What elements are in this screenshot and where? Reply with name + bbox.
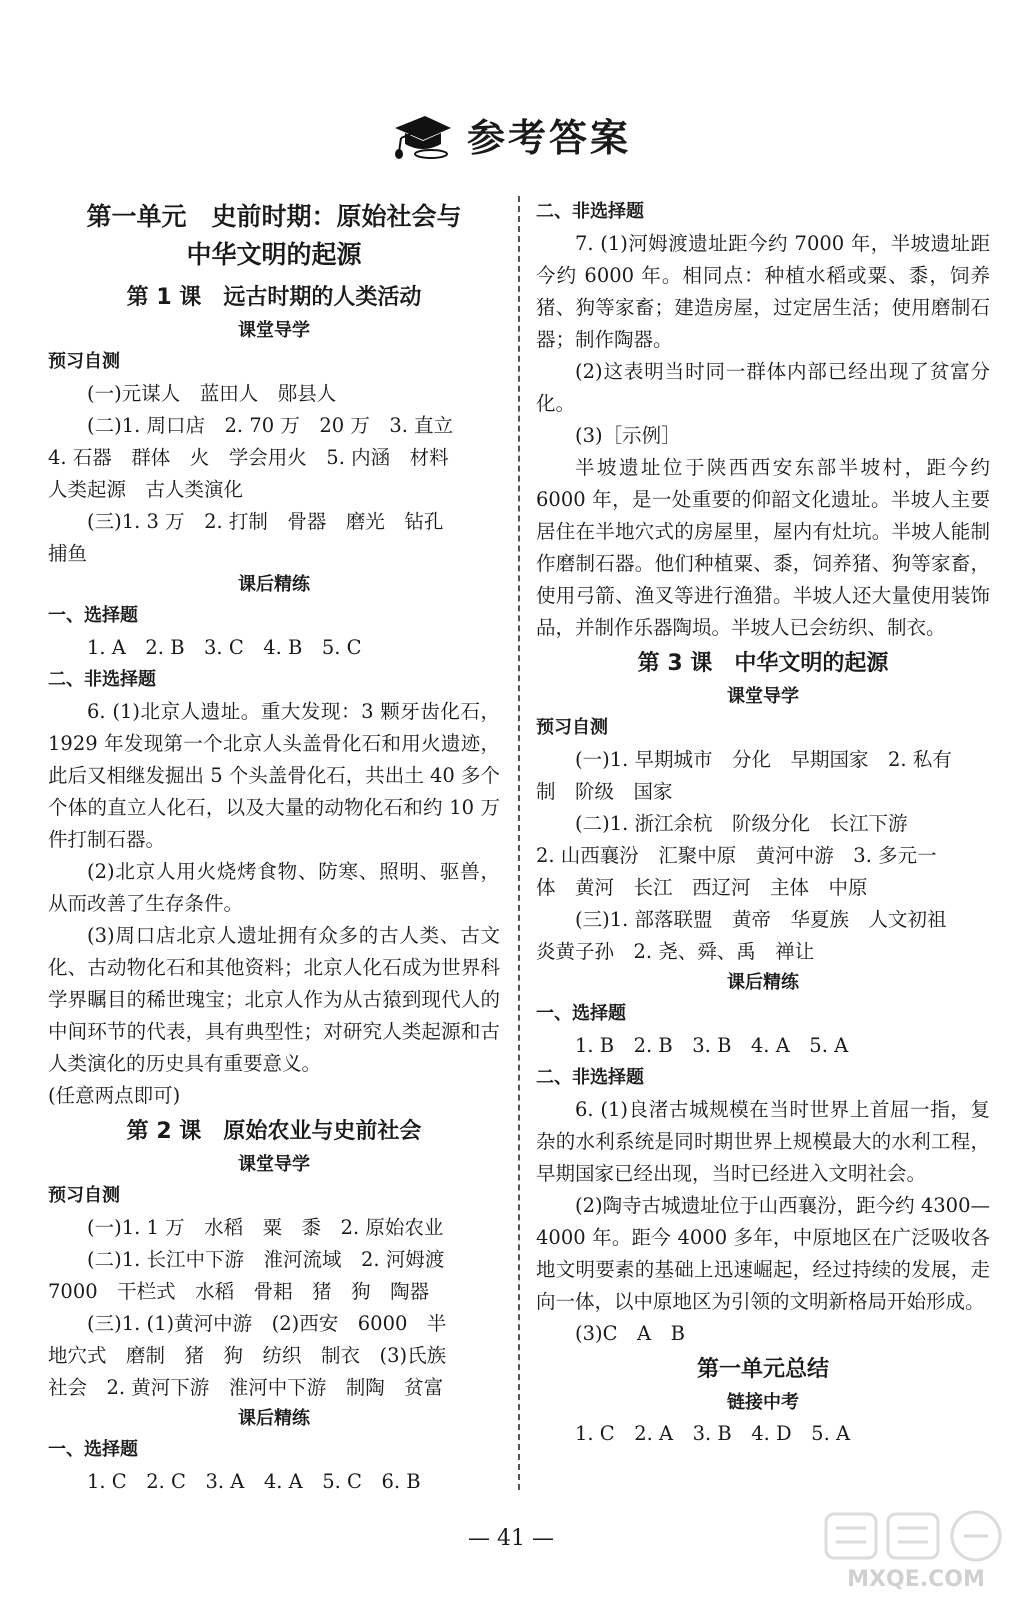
answer-line: (一)1. 1 万 水稻 粟 黍 2. 原始农业: [87, 1216, 444, 1239]
section-heading: 预习自测: [48, 351, 120, 372]
answer-line: (三)1. 3 万 2. 打制 骨器 磨光 钻孔: [87, 510, 444, 533]
answer-line: (二)1. 周口店 2. 70 万 20 万 3. 直立: [87, 414, 454, 437]
answer-note: (任意两点即可): [48, 1084, 181, 1107]
column-divider: [518, 196, 520, 1490]
answer-line: (一)元谋人 蓝田人 郧县人: [87, 382, 337, 405]
section-heading: 二、非选择题: [536, 201, 644, 222]
answer-line: (一)1. 早期城市 分化 早期国家 2. 私有: [575, 748, 952, 771]
section-heading: 二、非选择题: [536, 1067, 644, 1088]
section-heading: 一、选择题: [48, 1439, 138, 1460]
answer-line: 炎黄子孙 2. 尧、舜、禹 禅让: [536, 940, 815, 963]
section-heading: 二、非选择题: [48, 669, 156, 690]
watermark-logo: [818, 1508, 1014, 1596]
answer-line: 1. B 2. B 3. B 4. A 5. A: [575, 1034, 849, 1057]
section-subtitle: 课堂导学: [727, 686, 799, 707]
answer-paragraph: (2)这表明当时同一群体内部已经出现了贫富分化。: [536, 360, 990, 415]
lesson-title: 第 1 课 远古时期的人类活动: [126, 285, 422, 310]
page-header: [0, 104, 1022, 164]
answer-line: 1. C 2. A 3. B 4. D 5. A: [575, 1422, 851, 1445]
answer-line: (三)1. (1)黄河中游 (2)西安 6000 半: [87, 1312, 447, 1335]
answer-line: 社会 2. 黄河下游 淮河中下游 制陶 贫富: [48, 1376, 444, 1399]
answer-line: 2. 山西襄汾 汇聚中原 黄河中游 3. 多元一: [536, 844, 937, 867]
unit-title: 第一单元 史前时期：原始社会与 中华文明的起源: [86, 202, 462, 269]
answer-paragraph: 7. (1)河姆渡遗址距今约 7000 年，半坡遗址距今约 6000 年。相同点：种植水稻或粟、黍，饲养猪、狗等家畜；建造房屋，过定居生活；使用磨制石器；制作陶器。: [536, 232, 990, 351]
left-column: [48, 196, 500, 1496]
answer-line: 捕鱼: [48, 542, 88, 565]
answer-paragraph: (2)陶寺古城遗址位于山西襄汾，距今约 4300—4000 年。距今 4000 多年，中原地区在广泛吸收各地文明要素的基础上迅速崛起，经过持续的发展，走向一体，以中原地区为引领的文明新格局开始形成。: [536, 1194, 990, 1313]
answer-line: 人类起源 古人类演化: [48, 478, 244, 501]
page-title: 参考答案: [466, 115, 631, 160]
answer-paragraph: 半坡遗址位于陕西西安东部半坡村，距今约 6000 年，是一处重要的仰韶文化遗址。半坡人主要居住在半地穴式的房屋里，屋内有灶坑。半坡人能制作磨制石器。他们种植粟、黍，饲养猪、狗等家畜，使用弓箭、渔叉等进行渔猎。半坡人还大量使用装饰品，并制作乐器陶埙。半坡人已会纺织、制衣。: [536, 456, 990, 639]
answer-paragraph: (3)C A B: [575, 1322, 685, 1345]
section-heading: 一、选择题: [536, 1003, 626, 1024]
answer-line: 4. 石器 群体 火 学会用火 5. 内涵 材料: [48, 446, 449, 469]
answer-line: (三)1. 部落联盟 黄帝 华夏族 人文初祖: [575, 908, 947, 931]
answer-line: (二)1. 浙江余杭 阶级分化 长江下游: [575, 812, 908, 835]
section-heading: 预习自测: [48, 1185, 120, 1206]
answer-paragraph: 6. (1)良渚古城规模在当时世界上首屈一指，复杂的水利系统是同时期世界上规模最大的水利工程，早期国家已经出现，当时已经进入文明社会。: [536, 1098, 990, 1185]
right-column: [536, 196, 990, 1496]
answer-line: 1. C 2. C 3. A 4. A 5. C 6. B: [87, 1470, 421, 1493]
section-subtitle: 课后精练: [727, 972, 799, 993]
section-heading: 预习自测: [536, 717, 608, 738]
section-subtitle: 课后精练: [238, 574, 310, 595]
answer-line: 1. A 2. B 3. C 4. B 5. C: [87, 636, 362, 659]
graduation-cap-icon: [391, 108, 453, 160]
answer-line: 制 阶级 国家: [536, 780, 673, 803]
section-subtitle: 课堂导学: [238, 1154, 310, 1175]
lesson-title: 第 3 课 中华文明的起源: [637, 651, 889, 676]
summary-title: 第一单元总结: [696, 1357, 829, 1382]
answer-paragraph: 6. (1)北京人遗址。重大发现：3 颗牙齿化石，1929 年发现第一个北京人头盖骨化石和用火遗迹，此后又相继发掘出 5 个头盖骨化石，共出土 40 多个个体的直立人化石，以及大量的动物化石和约 10 万件打制石器。: [48, 700, 500, 851]
answer-line: (二)1. 长江中下游 淮河流域 2. 河姆渡: [87, 1248, 445, 1271]
page-number: — 41 —: [468, 1526, 554, 1551]
answer-paragraph: (3)周口店北京人遗址拥有众多的古人类、古文化、古动物化石和其他资料；北京人化石成为世界科学界瞩目的稀世瑰宝；北京人作为从古猿到现代人的中间环节的代表，具有典型性；对研究人类起源和古人类演化的历史具有重要意义。: [48, 924, 500, 1075]
answer-line: 体 黄河 长江 西辽河 主体 中原: [536, 876, 868, 899]
answer-line: 地穴式 磨制 猪 狗 纺织 制衣 (3)氏族: [48, 1344, 447, 1367]
section-heading: 一、选择题: [48, 605, 138, 626]
answer-paragraph: (3)［示例］: [575, 424, 681, 447]
answer-paragraph: (2)北京人用火烧烤食物、防寒、照明、驱兽，从而改善了生存条件。: [48, 860, 500, 915]
answer-line: 7000 干栏式 水稻 骨耜 猪 狗 陶器: [48, 1280, 430, 1303]
section-subtitle: 课后精练: [238, 1408, 310, 1429]
section-subtitle: 链接中考: [727, 1392, 799, 1413]
section-subtitle: 课堂导学: [238, 320, 310, 341]
svg-text:MXQE.COM: MXQE.COM: [847, 1567, 985, 1592]
lesson-title: 第 2 课 原始农业与史前社会: [126, 1119, 422, 1144]
